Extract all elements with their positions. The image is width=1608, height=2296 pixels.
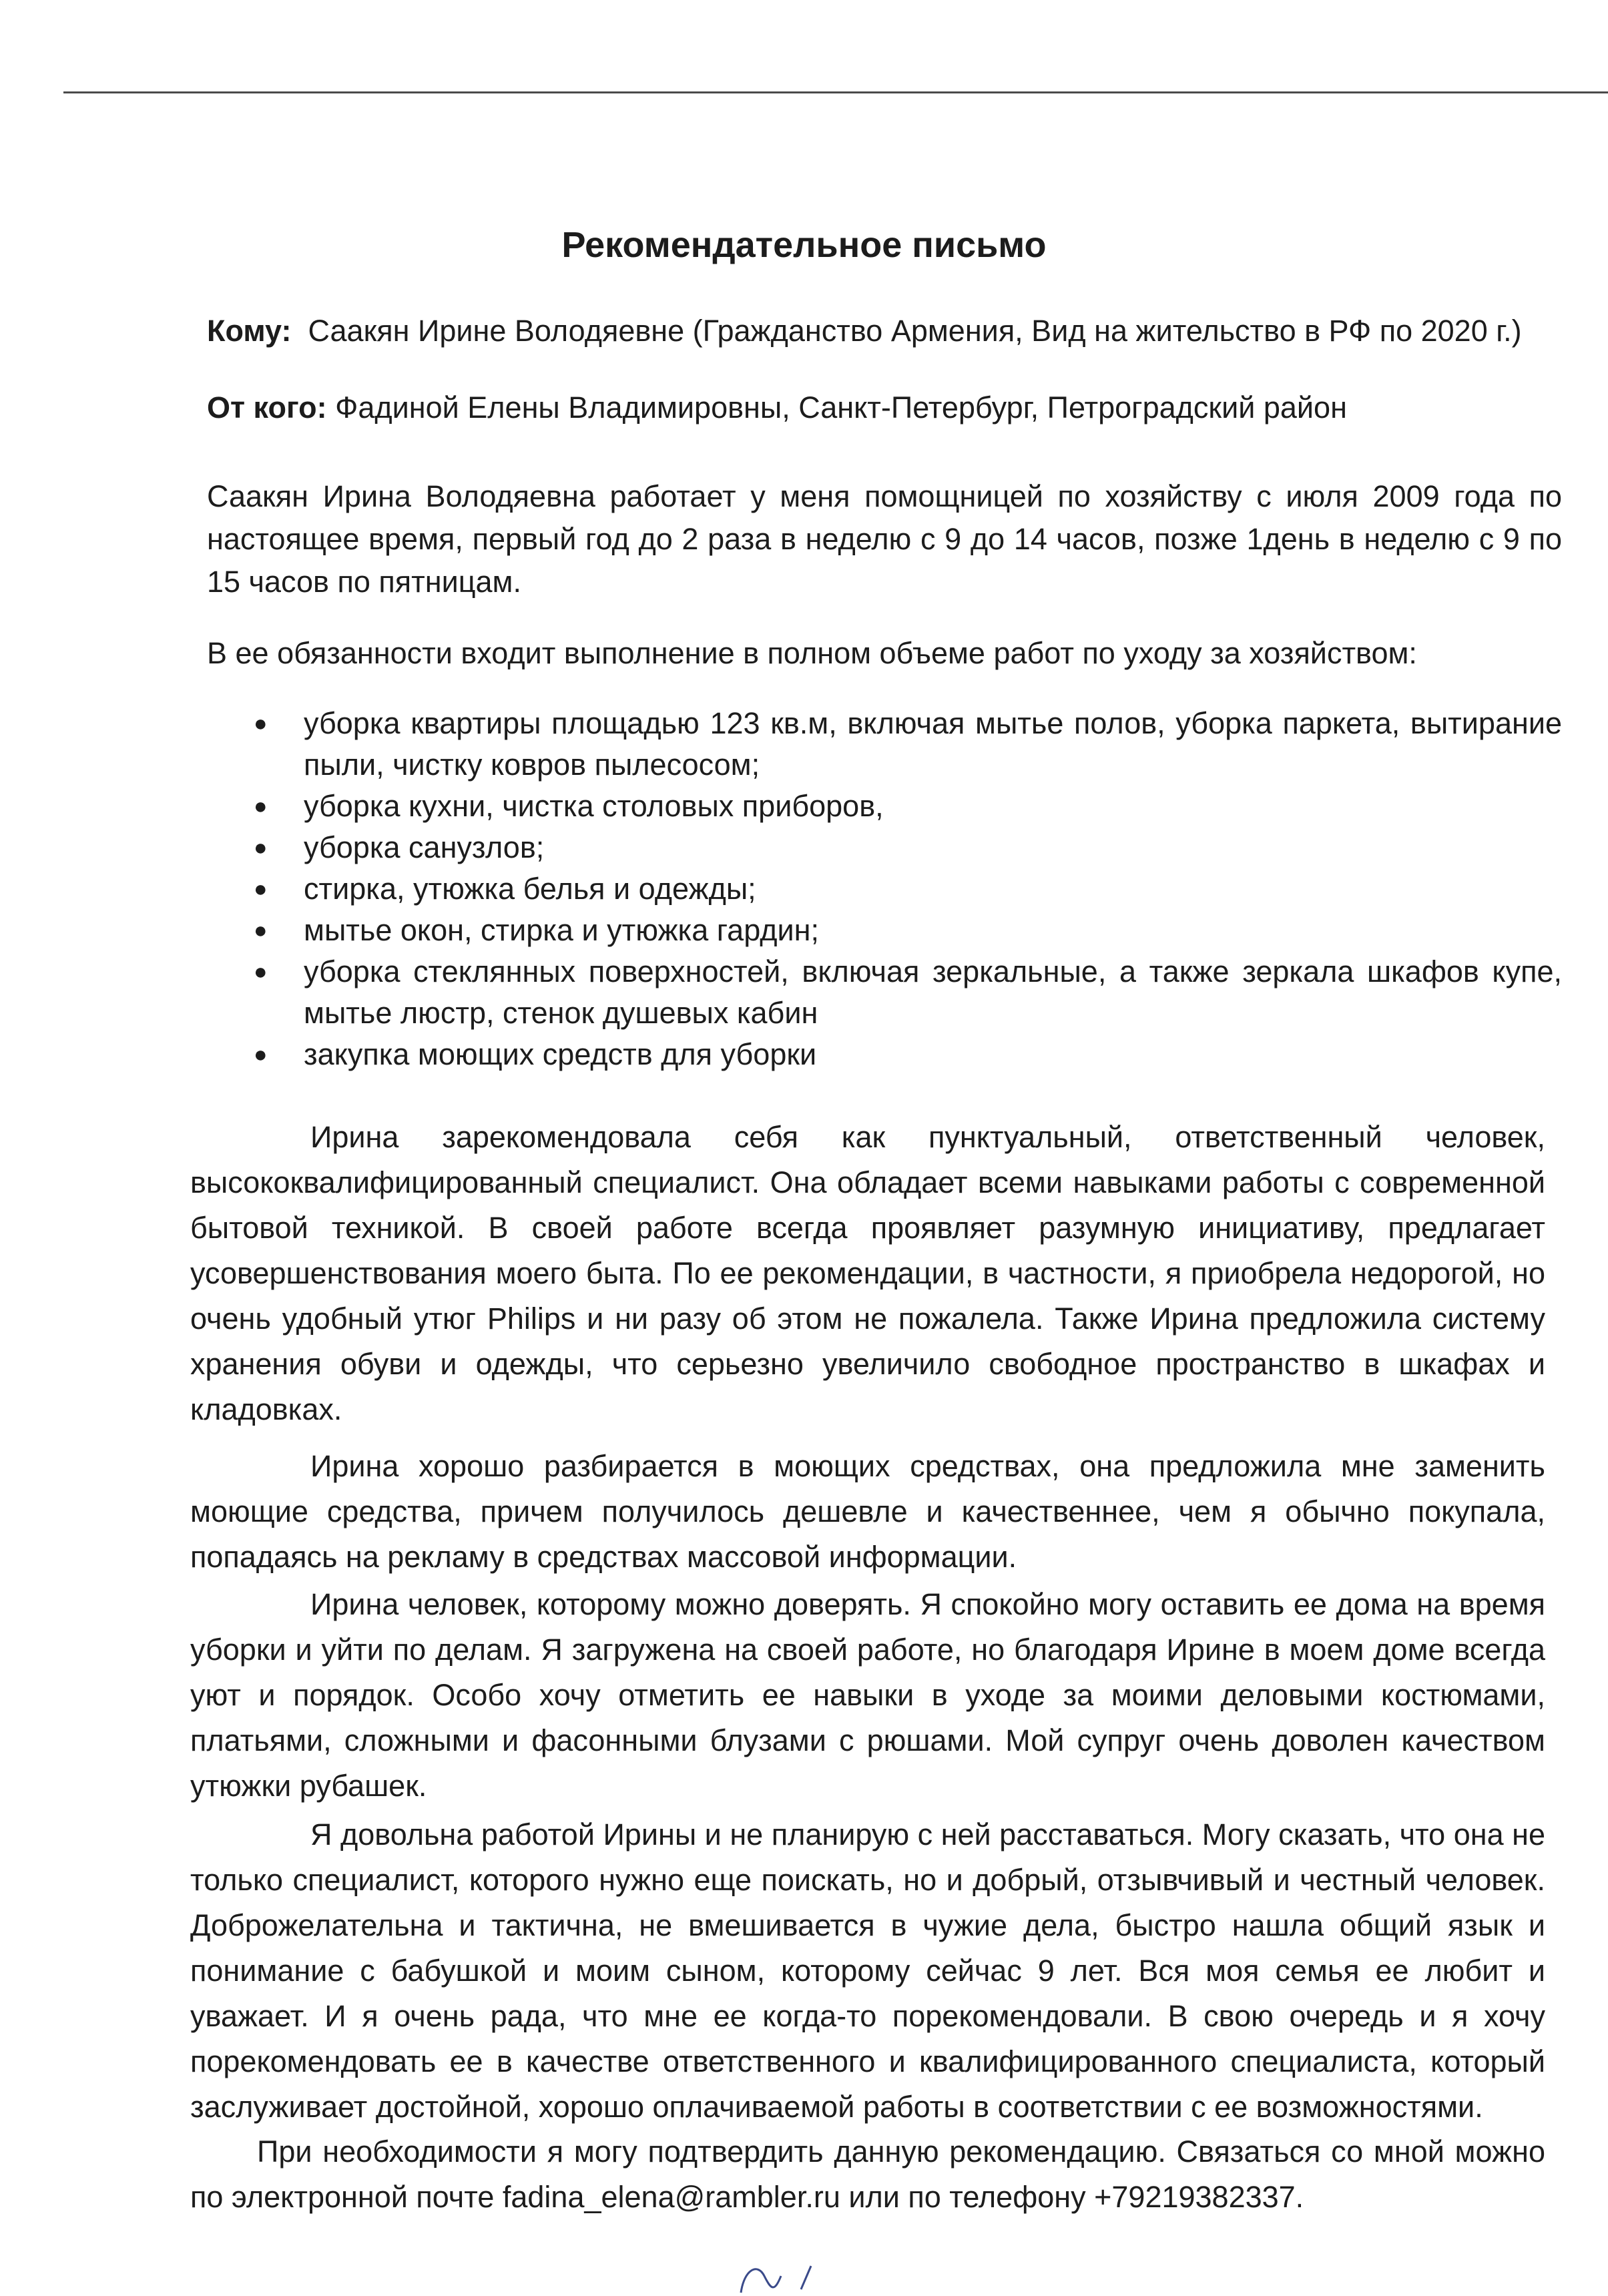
duties-intro: В ее обязанности входит выполнение в полном объеме работ по уходу за хозяйством: [207,636,1417,670]
duty-item: ● закупка моющих средств для уборки [254,1034,1562,1075]
recipient-label: Кому [207,314,282,348]
bullet-icon: ● [254,959,268,984]
recipient-text: Саакян Ирине Володяевне (Гражданство Армения, Вид на жительство в РФ по 2020 г.) [308,314,1522,348]
paragraph-trust: Ирина человек, которому можно доверять. Я спокойно могу оставить ее дома на время уборки и уйти по делам. Я загружена на своей работе, но благодаря Ирине в моем доме всегда уют и порядок. Особо хочу отметить ее навыки в уходе за моими деловыми костюмами, платьями, сложными и фасонными блузами с рюшами. Мой супруг очень доволен качеством утюжки рубашек. [190,1587,1545,1803]
duty-item: ● уборка санузлов; [254,827,1562,868]
sender-text: Фадиной Елены Владимировны, Санкт-Петербург, Петроградский район [335,390,1347,424]
bullet-icon: ● [254,794,268,819]
recipient-line: Кому: Саакян Ирине Володяевне (Гражданство Армения, Вид на жительство в РФ по 2020 г.) [207,314,1522,348]
sender-label: От кого [207,390,317,424]
letter-title: Рекомендательное письмо [561,225,1047,265]
bullet-icon: ● [254,711,268,736]
duty-item: ● уборка кухни, чистка столовых приборов, [254,786,1562,827]
bullet-icon: ● [254,918,268,943]
sender-line: От кого: Фадиной Елены Владимировны, Санкт-Петербург, Петроградский район [207,390,1347,424]
duties-list [254,703,1562,1075]
bullet-icon: ● [254,876,268,902]
bullet-icon: ● [254,1042,268,1067]
intro-paragraph: Саакян Ирина Володяевна работает у меня помощницей по хозяйству с июля 2009 года по настоящее время, первый год до 2 раза в неделю с 9 до 14 часов, позже 1день в неделю с 9 по 15 часов по пятницам. [207,479,1562,599]
top-rule [63,91,1608,93]
paragraph-detergents: Ирина хорошо разбирается в моющих средствах, она предложила мне заменить моющие средства, причем получилось дешевле и качественнее, чем я обычно покупала, попадаясь на рекламу в средствах массовой информации. [190,1449,1545,1574]
signature-mark [728,2256,848,2296]
paragraph-contact: При необходимости я могу подтвердить данную рекомендацию. Связаться со мной можно по электронной почте fadina_elena@rambler.ru или по телефону +79219382337. [190,2134,1545,2214]
duty-item: ● мытье окон, стирка и утюжка гардин; [254,910,1562,951]
duty-item: ● стирка, утюжка белья и одежды; [254,868,1562,910]
duty-item: ● уборка стеклянных поверхностей, включая зеркальные, а также зеркала шкафов купе, мытье люстр, стенок душевых кабин [254,951,1562,1034]
paragraph-qualities: Ирина зарекомендовала себя как пунктуальный, ответственный человек, высококвалифицированный специалист. Она обладает всеми навыками работы с современной бытовой техникой. В своей работе всегда проявляет разумную инициативу, предлагает усовершенствования моего быта. По ее рекомендации, в частности, я приобрела недорогой, но очень удобный утюг Philips и ни разу об этом не пожалела. Также Ирина предложила систему хранения обуви и одежды, что серьезно увеличило свободное пространство в шкафах и кладовках. [190,1120,1545,1426]
duty-item: ● уборка квартиры площадью 123 кв.м, включая мытье полов, уборка паркета, вытирание пыли, чистку ковров пылесосом; [254,703,1562,786]
paragraph-satisfaction: Я довольна работой Ирины и не планирую с ней расставаться. Могу сказать, что она не только специалист, которого нужно еще поискать, но и добрый, отзывчивый и честный человек. Доброжелательна и тактична, не вмешивается в чужие дела, быстро нашла общий язык и понимание с бабушкой и моим сыном, которому сейчас 9 лет. Вся моя семья ее любит и уважает. И я очень рада, что мне ее когда-то порекомендовали. В свою очередь и я хочу порекомендовать ее в качестве ответственного и квалифицированного специалиста, который заслуживает достойной, хорошо оплачиваемой работы в соответствии с ее возможностями. [190,1817,1545,2124]
bullet-icon: ● [254,835,268,860]
